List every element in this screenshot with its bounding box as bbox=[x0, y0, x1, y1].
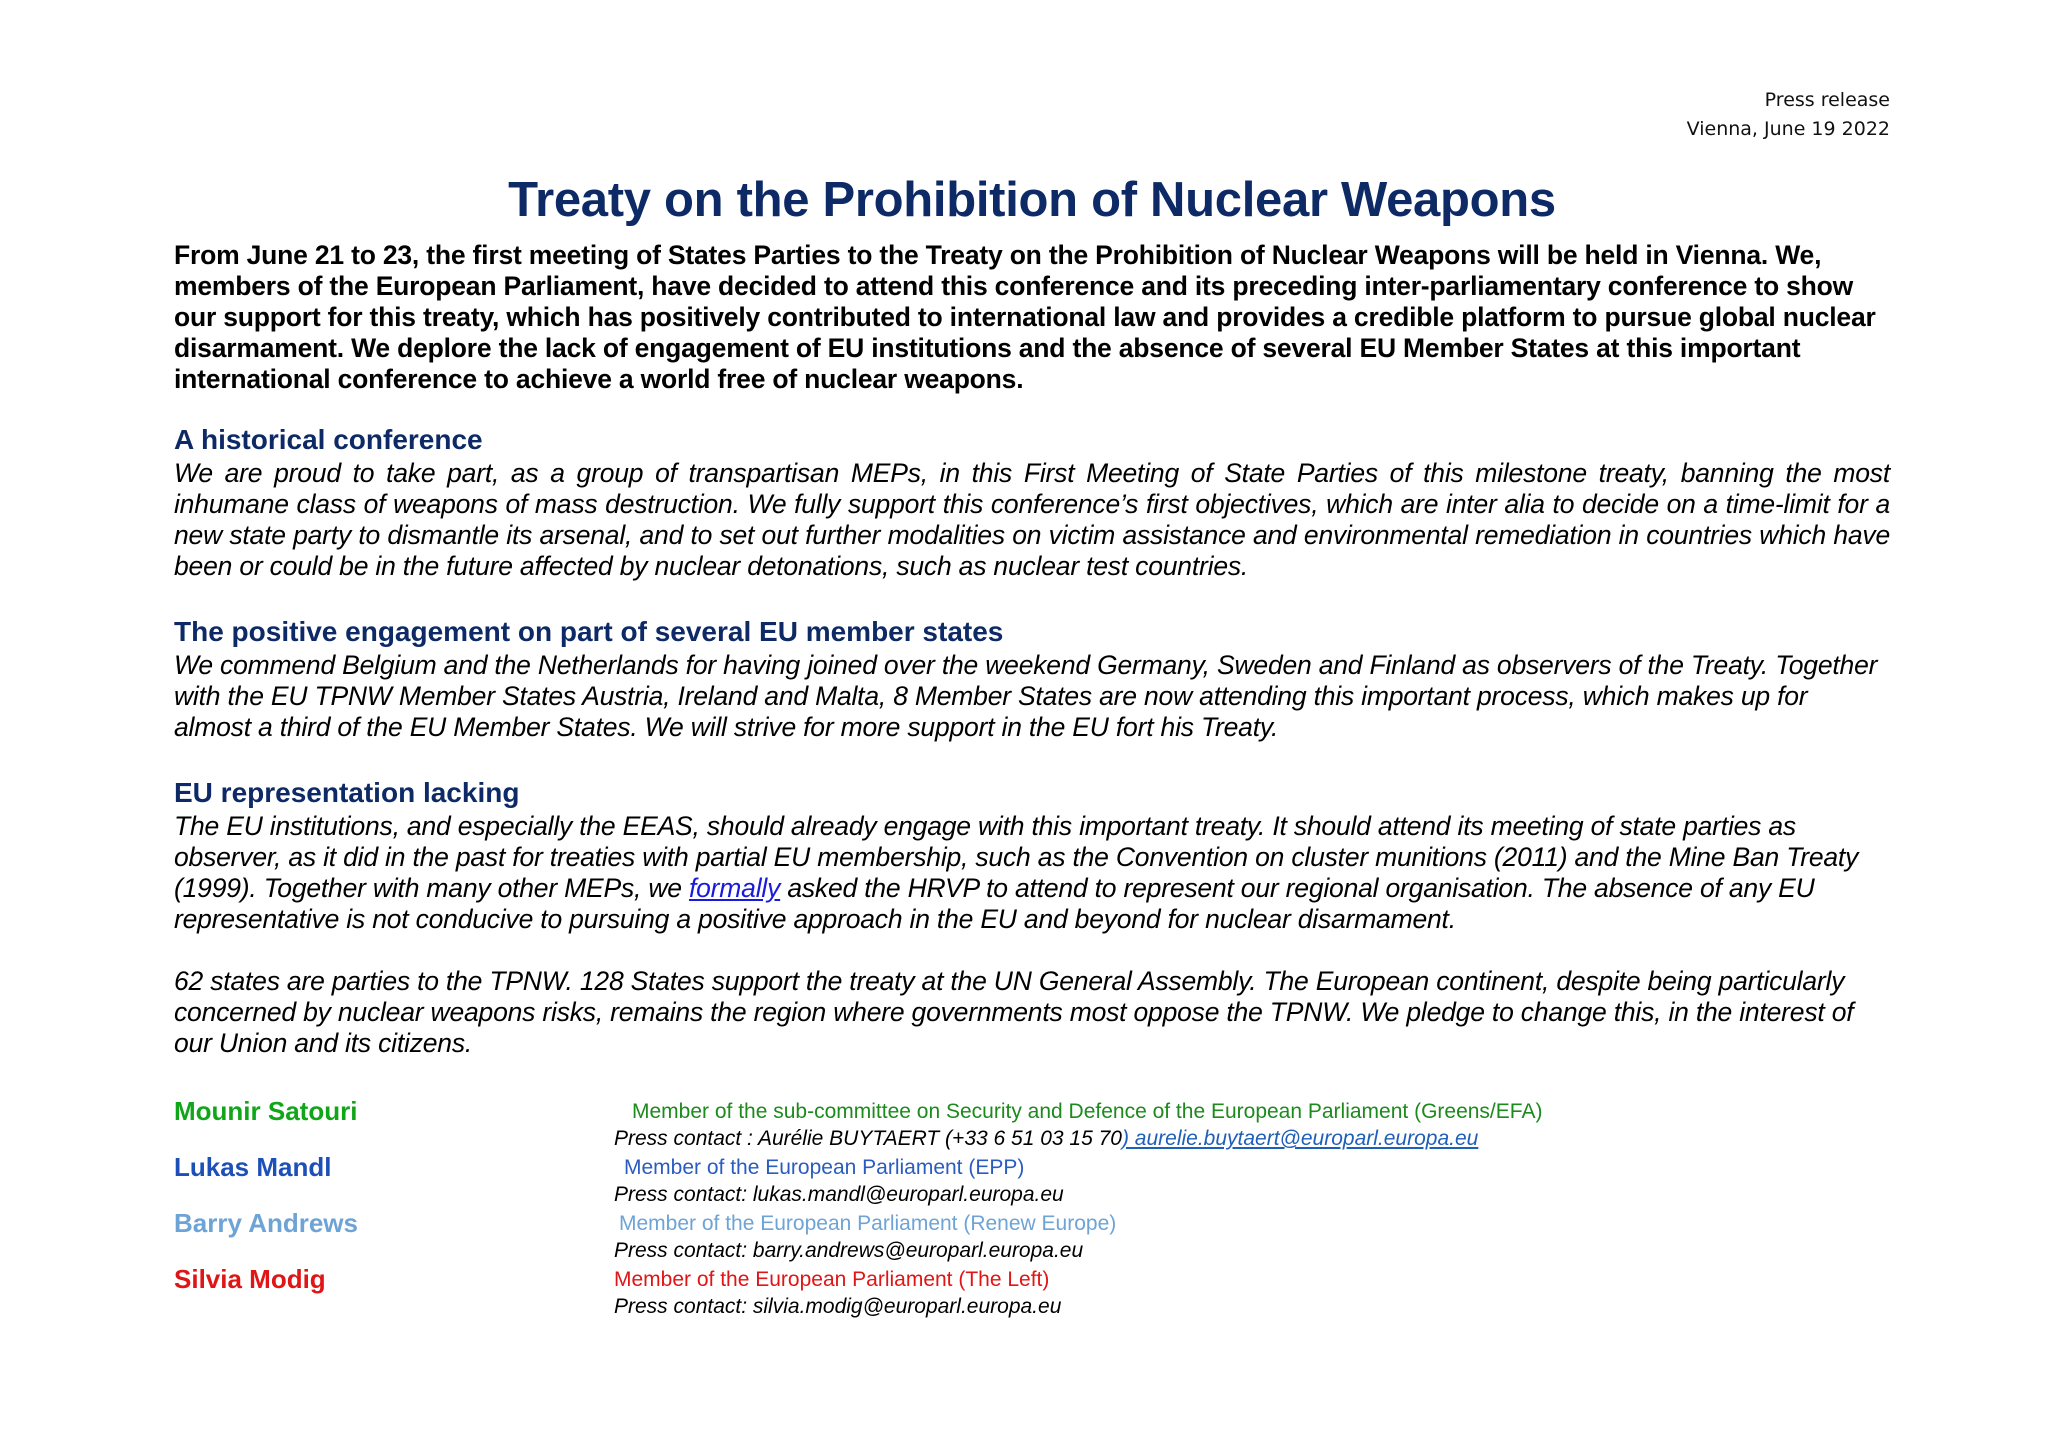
signatory-role: Member of the European Parliament (The Left) bbox=[614, 1268, 1050, 1291]
press-contact-text: Press contact : Aurélie BUYTAERT (+33 6 51 03 15 70 bbox=[614, 1127, 1122, 1150]
document-title: Treaty on the Prohibition of Nuclear Weapons bbox=[508, 173, 1556, 227]
section-body-eu-representation bbox=[174, 811, 1890, 935]
section-body-historical-conference: We are proud to take part, as a group of transpartisan MEPs, in this First Meeting of State Parties of this milestone treaty, banning the most inhumane class of weapons of mass destruction. We fully support this conference’s first objectives, which are inter alia to decide on a time-limit for a new state party to dismantle its arsenal, and to set out further modalities on victim assistance and environmental remediation in countries which have been or could be in the future affected by nuclear detonations, such as nuclear test countries. bbox=[174, 458, 1890, 581]
signatory-press-contact bbox=[614, 1126, 1478, 1152]
document-header bbox=[1687, 86, 1890, 144]
document-type: Press release bbox=[1764, 89, 1890, 111]
formally-link[interactable]: formally bbox=[688, 873, 781, 903]
signatory-name: Silvia Modig bbox=[174, 1264, 326, 1294]
section-body-text: asked the HRVP to attend to represent our regional organisation. The absence of any EU representative is not conducive to pursuing a positive approach in the EU and beyond for nuclear disarmament. bbox=[174, 873, 1815, 934]
signatory-row bbox=[174, 1207, 1890, 1263]
signatory-name: Lukas Mandl bbox=[174, 1152, 332, 1182]
signatory-row bbox=[174, 1095, 1890, 1151]
press-contact-email-link[interactable]: ) aurelie.buytaert@europarl.europa.eu bbox=[1121, 1127, 1479, 1150]
signatory-press-contact: Press contact: barry.andrews@europarl.europa.eu bbox=[614, 1239, 1084, 1262]
signatory-row bbox=[174, 1151, 1890, 1207]
signatory-name: Barry Andrews bbox=[174, 1208, 358, 1238]
intro-paragraph: From June 21 to 23, the first meeting of States Parties to the Treaty on the Prohibition of Nuclear Weapons will be held in Vienna. We, members of the European Parliament, have decided to attend this conference and its preceding inter-parliamentary conference to show our support for this treaty, which has positively contributed to international law and provides a credible platform to pursue global nuclear disarmament. We deplore the lack of engagement of EU institutions and the absence of several EU Member States at this important international conference to achieve a world free of nuclear weapons. bbox=[174, 240, 1876, 394]
signatory-role: Member of the European Parliament (EPP) bbox=[624, 1156, 1025, 1179]
section-body-positive-engagement: We commend Belgium and the Netherlands for having joined over the weekend Germany, Sweden and Finland as observers of the Treaty. Together with the EU TPNW Member States Austria, Ireland and Malta, 8 Member States are now attending this important process, which makes up for almost a third of the EU Member States. We will strive for more support in the EU fort his Treaty. bbox=[174, 650, 1878, 742]
signatory-row bbox=[174, 1263, 1890, 1319]
signatory-role: Member of the sub-committee on Security and Defence of the European Parliament (Greens/EFA) bbox=[632, 1100, 1543, 1123]
signatory-name: Mounir Satouri bbox=[174, 1096, 358, 1126]
signatory-press-contact: Press contact: lukas.mandl@europarl.europa.eu bbox=[614, 1183, 1064, 1206]
section-heading-eu-representation: EU representation lacking bbox=[174, 777, 520, 808]
section-heading-historical-conference: A historical conference bbox=[174, 424, 483, 455]
section-body-text: The EU institutions, and especially the EEAS, should already engage with this important treaty. It should attend its meeting of state parties as observer, as it did in the past for treaties with partial EU membership, such as the Convention on cluster munitions (2011) and the Mine Ban Treaty (1999). Together with many other MEPs, we bbox=[174, 811, 1859, 903]
signatories-list bbox=[174, 1095, 1890, 1319]
closing-paragraph: 62 states are parties to the TPNW. 128 States support the treaty at the UN General Assembly. The European continent, despite being particularly concerned by nuclear weapons risks, remains the region where governments most oppose the TPNW. We pledge to change this, in the interest of our Union and its citizens. bbox=[174, 966, 1854, 1058]
place-and-date: Vienna, June 19 2022 bbox=[1686, 118, 1890, 140]
section-heading-positive-engagement: The positive engagement on part of several EU member states bbox=[174, 616, 1004, 647]
signatory-role: Member of the European Parliament (Renew Europe) bbox=[619, 1212, 1117, 1235]
signatory-press-contact: Press contact: silvia.modig@europarl.europa.eu bbox=[614, 1295, 1062, 1318]
